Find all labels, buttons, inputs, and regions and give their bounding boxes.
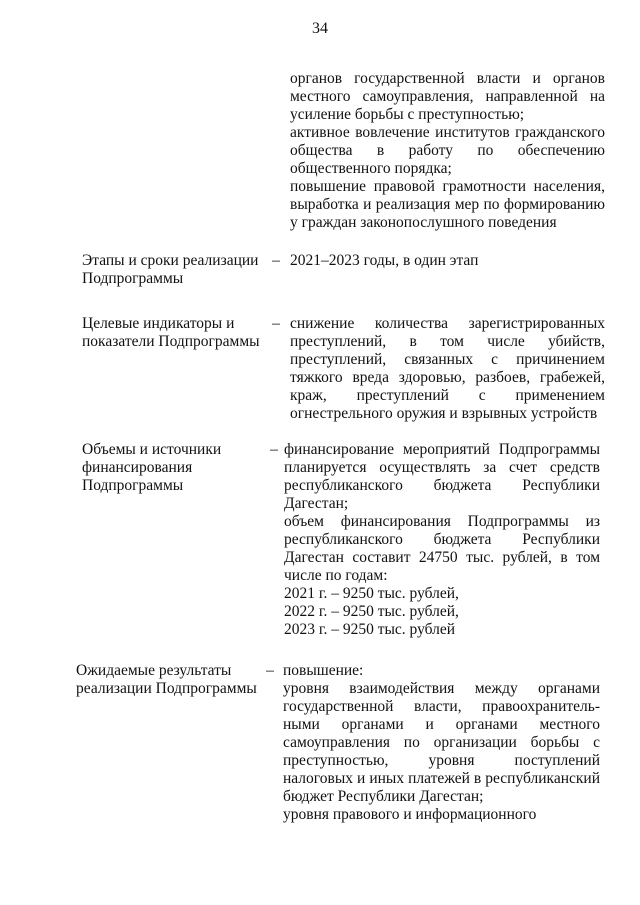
label-line: показатели Подпрограммы	[82, 333, 260, 350]
intro-paragraph: органов государственной власти и органов местного самоуправления, направленной на усиление борьбы с преступностью;	[290, 70, 605, 123]
section-content	[290, 252, 605, 270]
content-paragraph: уровня правового и информационного	[283, 806, 537, 823]
page-number: 34	[312, 20, 328, 37]
content-paragraph: финансирование мероприятий Подпрограммы планируется осуществлять за счет средств республиканского бюджета Республики Дагестан;	[284, 441, 600, 512]
section-content	[290, 315, 605, 423]
content-paragraph: повышение:	[283, 662, 364, 679]
section-content	[283, 662, 600, 824]
label-line: Ожидаемые результаты	[76, 662, 232, 679]
label-line: Подпрограммы	[82, 270, 184, 287]
dash-separator: –	[270, 441, 278, 458]
section-label	[82, 315, 267, 351]
label-line: Подпрограммы	[82, 477, 184, 494]
section-label	[82, 252, 267, 288]
dash-separator: –	[272, 252, 280, 269]
intro-text-block	[290, 70, 605, 232]
label-line: финансирования	[82, 459, 193, 476]
label-line: реализации Подпрограммы	[76, 680, 257, 697]
funding-year-line: 2021 г. – 9250 тыс. рублей,	[284, 585, 459, 602]
content-paragraph: уровня взаимодействия между органами государственной власти, правоохранитель-ными органами и органами местного самоуправления по организации борьбы с преступностью, уровня поступлений налоговых и иных платежей в республиканский бюджет Республики Дагестан;	[283, 680, 600, 805]
label-line: Этапы и сроки реализации	[82, 252, 259, 269]
content-paragraph: 2021–2023 годы, в один этап	[290, 252, 479, 269]
funding-year-line: 2023 г. – 9250 тыс. рублей	[284, 621, 456, 638]
funding-year-line: 2022 г. – 9250 тыс. рублей,	[284, 603, 459, 620]
section-label	[82, 441, 267, 495]
section-content	[284, 441, 600, 639]
section-label	[76, 662, 266, 698]
label-line: Целевые индикаторы и	[82, 315, 235, 332]
content-paragraph: снижение количества зарегистрированных преступлений, в том числе убийств, преступлений, связанных с причинением тяжкого вреда здоровью, разбоев, грабежей, краж, преступлений с применением огнестрельного оружия и взрывных устройств	[290, 315, 605, 422]
label-line: Объемы и источники	[82, 441, 222, 458]
intro-paragraph: активное вовлечение институтов гражданского общества в работу по обеспечению общественного порядка;	[290, 124, 605, 177]
dash-separator: –	[272, 315, 280, 332]
intro-paragraph: повышение правовой грамотности населения, выработка и реализация мер по формированию у граждан законопослушного поведения	[290, 178, 605, 231]
content-paragraph: объем финансирования Подпрограммы из республиканского бюджета Республики Дагестан составит 24750 тыс. рублей, в том числе по годам:	[284, 513, 600, 584]
dash-separator: –	[266, 662, 274, 679]
